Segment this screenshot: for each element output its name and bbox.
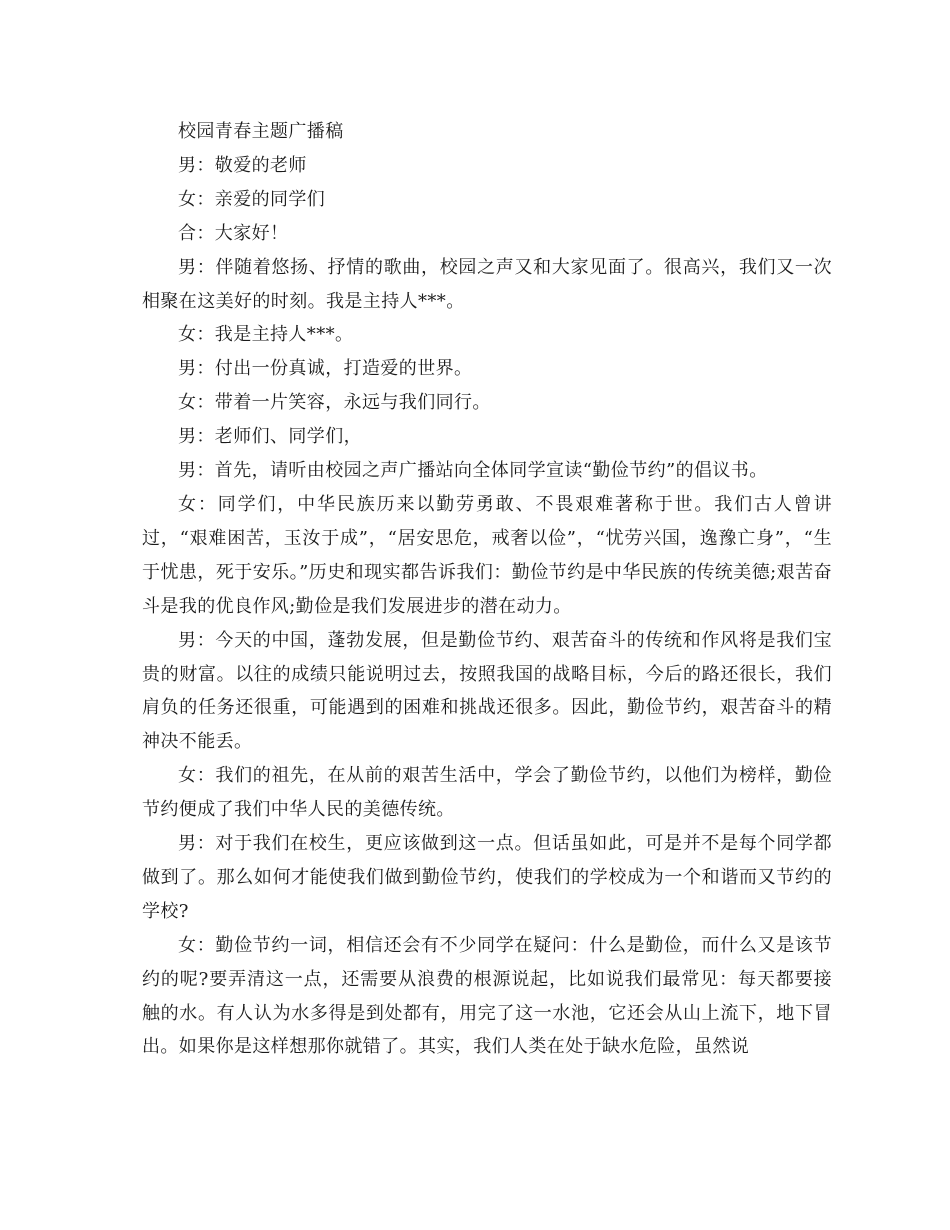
paragraph: 男：对于我们在校生，更应该做到这一点。但话虽如此，可是并不是每个同学都做到了。那么如何才能使我们做到勤俭节约，使我们的学校成为一个和谐而又节约的学校? [142, 833, 832, 922]
paragraph: 合：大家好！ [178, 222, 289, 244]
paragraph: 男：老师们、同学们， [178, 426, 362, 448]
paragraph: 女：勤俭节约一词，相信还会有不少同学在疑问：什么是勤俭，而什么又是该节约的呢?要弄清这一点，还需要从浪费的根源说起，比如说我们最常见：每天都要接触的水。有人认为水多得是到处都有，用完了这一水池，它还会从山上流下，地下冒出。如果你是这样想那你就错了。其实，我们人类在处于缺水危险，虽然说 [142, 934, 832, 1058]
paragraph: 男：伴随着悠扬、抒情的歌曲，校园之声又和大家见面了。很高兴，我们又一次相聚在这美好的时刻。我是主持人***。 [142, 256, 832, 312]
paragraph: 女：亲爱的同学们 [178, 188, 326, 210]
paragraph: 女：带着一片笑容，永远与我们同行。 [178, 392, 491, 414]
paragraph: 男：首先，请听由校园之声广播站向全体同学宣读“勤俭节约”的倡议书。 [178, 460, 768, 482]
document-body [142, 115, 832, 1064]
paragraph: 男：付出一份真诚，打造爱的世界。 [178, 358, 473, 380]
paragraph: 女：同学们，中华民族历来以勤劳勇敢、不畏艰难著称于世。我们古人曾讲过，“艰难困苦，玉汝于成”，“居安思危，戒奢以俭”，“忧劳兴国，逸豫亡身”，“生于忧患，死于安乐。”历史和现实都告诉我们：勤俭节约是中华民族的传统美德;艰苦奋斗是我的优良作风;勤俭是我们发展进步的潜在动力。 [142, 493, 832, 617]
paragraph: 女：我们的祖先，在从前的艰苦生活中，学会了勤俭节约，以他们为榜样，勤俭节约便成了我们中华人民的美德传统。 [142, 765, 832, 821]
document-title: 校园青春主题广播稿 [178, 121, 344, 142]
paragraph: 男：敬爱的老师 [178, 154, 307, 176]
paragraph: 男：今天的中国，蓬勃发展，但是勤俭节约、艰苦奋斗的传统和作风将是我们宝贵的财富。以往的成绩只能说明过去，按照我国的战略目标，今后的路还很长，我们肩负的任务还很重，可能遇到的困难和挑战还很多。因此，勤俭节约，艰苦奋斗的精神决不能丢。 [142, 629, 832, 753]
paragraph: 女：我是主持人***。 [178, 324, 354, 346]
